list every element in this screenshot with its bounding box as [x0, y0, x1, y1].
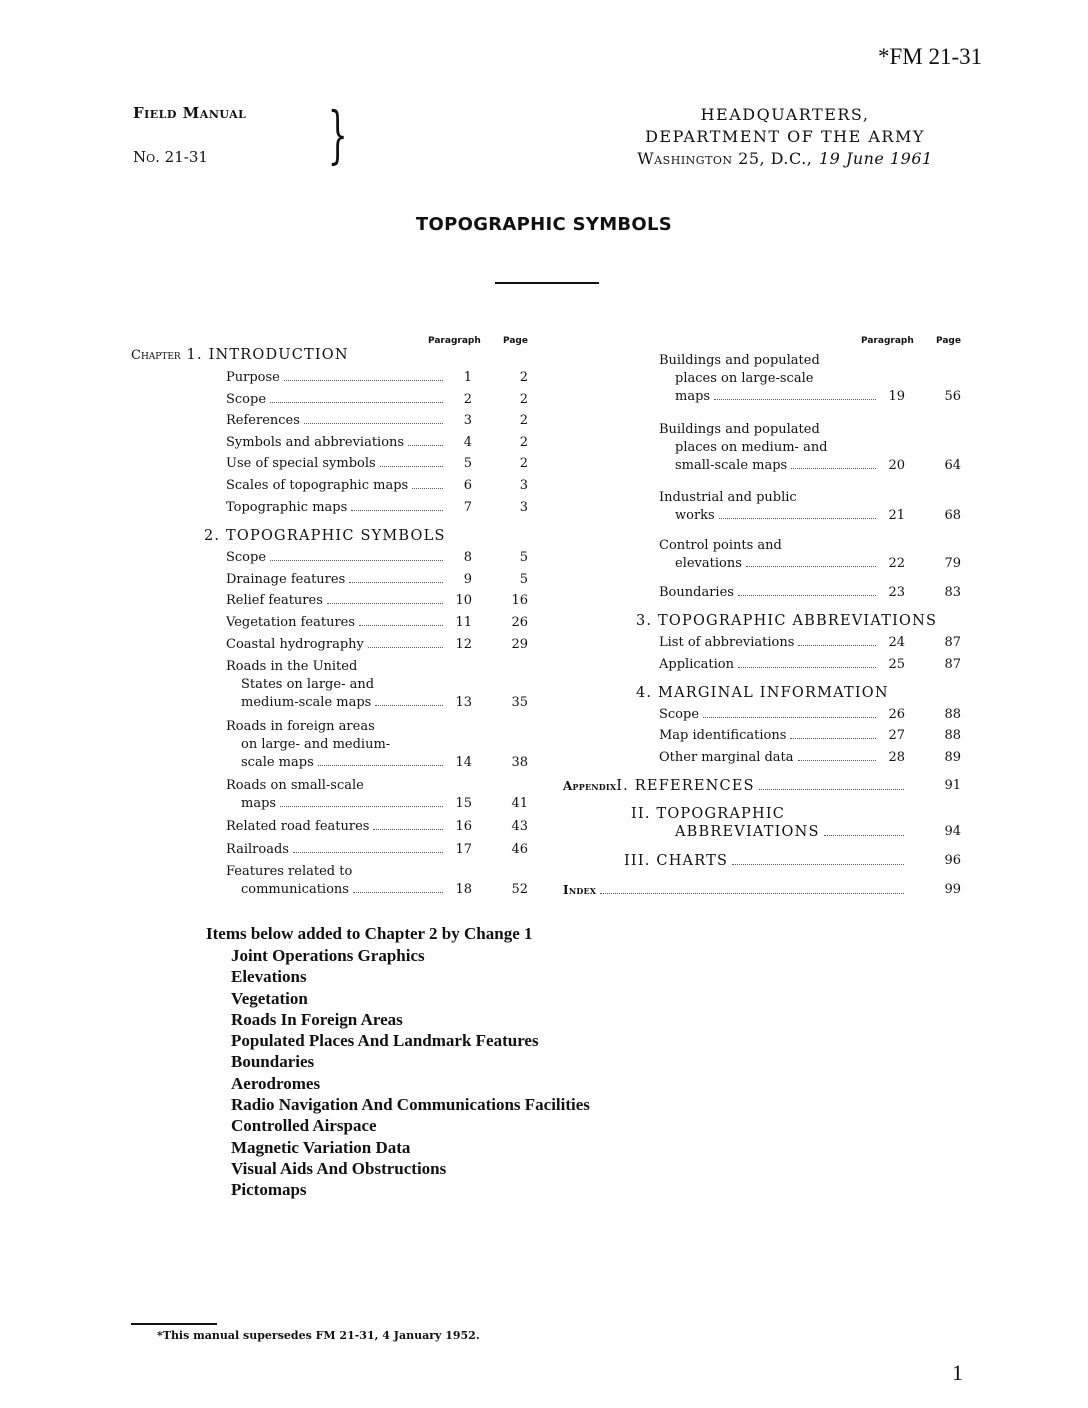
chapter-title: INTRODUCTION [208, 347, 349, 363]
hq-line-3 [600, 148, 970, 170]
index-page: 99 [944, 882, 961, 897]
chapter-1-heading [131, 346, 349, 365]
brace-icon: } [327, 98, 348, 171]
leader-dots [373, 829, 443, 830]
entry-page: 2 [519, 370, 528, 385]
chapter-prefix: Chapter [131, 348, 181, 363]
entry-paragraph: 6 [463, 478, 472, 493]
page-title: TOPOGRAPHIC SYMBOLS [415, 214, 673, 235]
change1-item: Radio Navigation And Communications Facilities [231, 1095, 590, 1115]
entry-label: maps [675, 389, 711, 404]
entry-page: 3 [519, 499, 528, 515]
entry-page: 2 [519, 456, 528, 472]
appendix-page: 94 [944, 824, 961, 839]
entry-label: small-scale maps [675, 458, 788, 473]
leader-dots [824, 835, 904, 836]
toc-entry [659, 706, 880, 724]
entry-wrap-line: States on large- and [241, 677, 375, 692]
hq-line-2: DEPARTMENT OF THE ARMY [645, 127, 925, 146]
toc-entry [226, 499, 447, 517]
entry-label: Boundaries [659, 585, 734, 600]
entry-label: Relief features [226, 593, 323, 608]
entry-page: 5 [519, 572, 528, 587]
change1-item: Magnetic Variation Data [231, 1137, 411, 1157]
entry-page: 2 [519, 434, 528, 450]
change1-item: Pictomaps [231, 1180, 307, 1200]
entry-label: works [675, 508, 715, 523]
entry-page: 79 [944, 556, 961, 571]
change1-item: Boundaries [231, 1052, 315, 1072]
entry-wrap-line: Features related to [226, 864, 353, 879]
col-heading-page-right: Page [936, 336, 961, 346]
change1-item: Joint Operations Graphics [231, 946, 425, 965]
entry-page: 26 [511, 615, 528, 630]
entry-label: communications [241, 882, 349, 897]
toc-entry [241, 795, 447, 813]
leader-dots [351, 510, 443, 511]
toc-entry [659, 634, 880, 652]
leader-dots [738, 595, 876, 596]
entry-label: References [226, 413, 300, 429]
index-label: Index [563, 883, 597, 897]
entry-label: Map identifications [659, 728, 787, 743]
change1-item: Elevations [231, 967, 307, 987]
chapter-4-heading: 4. MARGINAL INFORMATION [636, 685, 889, 701]
entry-label: Symbols and abbreviations [226, 434, 405, 450]
toc-entry [226, 549, 447, 567]
leader-dots [412, 488, 443, 489]
entry-paragraph: 16 [455, 819, 472, 834]
toc-entry [226, 477, 447, 495]
footnote-divider [131, 1323, 217, 1325]
toc-entry [226, 592, 447, 610]
entry-page: 43 [511, 819, 528, 834]
entry-paragraph: 20 [888, 458, 905, 473]
toc-entry [226, 614, 447, 632]
entry-label: scale maps [241, 755, 314, 770]
entry-wrap-line: Buildings and populated [659, 353, 820, 368]
leader-dots [408, 445, 443, 446]
leader-dots [304, 423, 443, 424]
toc-entry [226, 391, 447, 409]
toc-entry [226, 841, 447, 859]
entry-wrap-line: Roads in foreign areas [226, 719, 375, 734]
entry-paragraph: 26 [888, 707, 905, 722]
leader-dots [380, 466, 443, 467]
entry-page: 52 [511, 882, 528, 897]
toc-entry [659, 749, 880, 767]
entry-paragraph: 11 [455, 615, 472, 630]
toc-entry [659, 584, 880, 602]
toc-entry [675, 555, 880, 573]
entry-page: 2 [519, 391, 528, 407]
change1-item: Aerodromes [231, 1073, 321, 1093]
index-entry [563, 881, 908, 899]
entry-page: 88 [944, 728, 961, 743]
toc-entry [675, 507, 880, 525]
entry-paragraph: 14 [455, 755, 472, 770]
leader-dots [600, 893, 904, 894]
change1-heading: Items below added to Chapter 2 by Change 1 [206, 924, 533, 943]
appendix-3-entry [624, 852, 908, 870]
change1-item: Controlled Airspace [231, 1116, 377, 1136]
entry-wrap-line: Industrial and public [659, 490, 797, 505]
entry-paragraph: 22 [888, 556, 905, 571]
entry-paragraph: 21 [888, 508, 905, 523]
entry-paragraph: 19 [888, 389, 905, 404]
toc-entry [226, 571, 447, 589]
entry-paragraph: 10 [455, 593, 472, 608]
page-number: 1 [952, 1360, 963, 1385]
leader-dots [270, 560, 443, 561]
headquarters-block [600, 104, 970, 170]
leader-dots [738, 667, 876, 668]
entry-label: elevations [675, 556, 742, 571]
entry-page: 56 [944, 389, 961, 404]
field-manual-label: Field Manual [133, 104, 247, 122]
hq-place: Washington 25, D.C., [637, 149, 813, 168]
entry-paragraph: 17 [455, 842, 472, 857]
toc-entry [226, 636, 447, 654]
leader-dots [368, 647, 443, 648]
leader-dots [353, 892, 443, 893]
entry-label: Other marginal data [659, 750, 794, 765]
title-divider [495, 282, 599, 284]
entry-page: 41 [511, 796, 528, 811]
entry-paragraph: 24 [888, 635, 905, 650]
entry-paragraph: 18 [455, 882, 472, 897]
leader-dots [798, 760, 876, 761]
manual-number: No. 21-31 [133, 148, 208, 166]
chapter-3-heading: 3. TOPOGRAPHIC ABBREVIATIONS [636, 613, 938, 629]
entry-paragraph: 5 [463, 456, 472, 472]
toc-entry [241, 881, 447, 899]
leader-dots [270, 402, 443, 403]
appendix-1-entry [563, 777, 908, 795]
leader-dots [284, 380, 443, 381]
leader-dots [280, 806, 443, 807]
col-heading-page-left: Page [503, 336, 528, 346]
entry-page: 3 [519, 478, 528, 493]
leader-dots [798, 645, 876, 646]
leader-dots [703, 717, 876, 718]
leader-dots [349, 582, 443, 583]
change1-list [231, 945, 590, 1201]
col-heading-paragraph-left: Paragraph [428, 336, 481, 346]
entry-label: Coastal hydrography [226, 637, 364, 652]
toc-entry [226, 455, 447, 473]
entry-label: maps [241, 796, 277, 811]
toc-entry [226, 818, 447, 836]
hq-line-1: HEADQUARTERS, [700, 105, 870, 124]
entry-paragraph: 7 [463, 499, 472, 515]
appendix-title: ABBREVIATIONS [675, 824, 820, 840]
entry-wrap-line: on large- and medium- [241, 737, 391, 752]
entry-page: 35 [511, 695, 528, 710]
entry-label: Scope [226, 550, 267, 565]
entry-wrap-line: Control points and [659, 538, 782, 553]
toc-entry [241, 754, 447, 772]
entry-label: Scales of topographic maps [226, 478, 409, 493]
entry-wrap-line: Roads in the United [226, 659, 358, 674]
col-heading-paragraph-right: Paragraph [861, 336, 914, 346]
entry-page: 38 [511, 755, 528, 770]
appendix-title: I. REFERENCES [616, 778, 755, 794]
toc-entry [226, 369, 447, 387]
entry-wrap-line: places on large-scale [675, 371, 814, 386]
leader-dots [293, 852, 443, 853]
entry-label: Vegetation features [226, 615, 356, 630]
entry-page: 89 [944, 750, 961, 765]
entry-wrap-line: places on medium- and [675, 440, 828, 455]
entry-label: medium-scale maps [241, 695, 372, 710]
entry-paragraph: 12 [455, 637, 472, 652]
entry-label: Scope [226, 391, 267, 407]
entry-paragraph: 8 [463, 550, 472, 565]
entry-page: 88 [944, 707, 961, 722]
appendix-2-heading: II. TOPOGRAPHIC [631, 806, 786, 822]
leader-dots [790, 738, 876, 739]
leader-dots [732, 864, 904, 865]
entry-label: List of abbreviations [659, 635, 795, 650]
entry-wrap-line: Roads on small-scale [226, 778, 364, 793]
entry-page: 16 [511, 593, 528, 608]
leader-dots [714, 399, 876, 400]
leader-dots [759, 789, 904, 790]
entry-label: Railroads [226, 842, 289, 857]
leader-dots [318, 765, 443, 766]
entry-label: Scope [659, 707, 700, 722]
entry-page: 29 [511, 637, 528, 652]
change1-item: Vegetation [231, 988, 308, 1008]
entry-paragraph: 25 [888, 657, 905, 672]
leader-dots [746, 566, 876, 567]
toc-entry [659, 656, 880, 674]
leader-dots [791, 468, 876, 469]
entry-label: Related road features [226, 819, 370, 834]
appendix-page: 96 [944, 853, 961, 868]
chapter-2-heading: 2. TOPOGRAPHIC SYMBOLS [204, 528, 446, 544]
entry-page: 46 [511, 842, 528, 857]
toc-entry [659, 727, 880, 745]
entry-paragraph: 23 [888, 585, 905, 600]
toc-entry [675, 457, 880, 475]
entry-page: 87 [944, 635, 961, 650]
entry-label: Drainage features [226, 572, 346, 587]
toc-entry [226, 434, 447, 452]
leader-dots [375, 705, 443, 706]
entry-label: Topographic maps [226, 499, 348, 515]
toc-entry [675, 388, 880, 406]
entry-paragraph: 15 [455, 796, 472, 811]
leader-dots [719, 518, 876, 519]
change1-item: Populated Places And Landmark Features [231, 1031, 539, 1051]
change1-item: Visual Aids And Obstructions [231, 1158, 447, 1178]
entry-paragraph: 3 [463, 413, 472, 429]
leader-dots [327, 603, 443, 604]
document-id: *FM 21-31 [878, 44, 983, 69]
change1-item: Roads In Foreign Areas [231, 1009, 403, 1029]
entry-paragraph: 2 [463, 391, 472, 407]
entry-paragraph: 9 [463, 572, 472, 587]
entry-page: 87 [944, 657, 961, 672]
entry-paragraph: 27 [888, 728, 905, 743]
entry-label: Use of special symbols [226, 456, 376, 472]
entry-page: 68 [944, 508, 961, 523]
hq-date: 19 June 1961 [818, 149, 933, 168]
entry-label: Application [659, 657, 734, 672]
entry-label: Purpose [226, 370, 280, 385]
entry-paragraph: 13 [455, 695, 472, 710]
toc-entry [226, 412, 447, 430]
appendix-prefix: Appendix [563, 779, 617, 793]
entry-page: 5 [519, 550, 528, 565]
entry-page: 83 [944, 585, 961, 600]
entry-paragraph: 28 [888, 750, 905, 765]
entry-paragraph: 1 [463, 370, 472, 385]
chapter-number: 1. [180, 347, 209, 363]
leader-dots [359, 625, 443, 626]
footnote: *This manual supersedes FM 21-31, 4 January 1952. [157, 1329, 480, 1342]
entry-paragraph: 4 [463, 434, 472, 450]
entry-page: 2 [519, 413, 528, 429]
appendix-page: 91 [944, 778, 961, 793]
entry-wrap-line: Buildings and populated [659, 422, 820, 437]
appendix-2-entry [675, 823, 908, 841]
toc-entry [241, 694, 447, 712]
appendix-title: III. CHARTS [624, 853, 729, 869]
entry-page: 64 [944, 458, 961, 473]
